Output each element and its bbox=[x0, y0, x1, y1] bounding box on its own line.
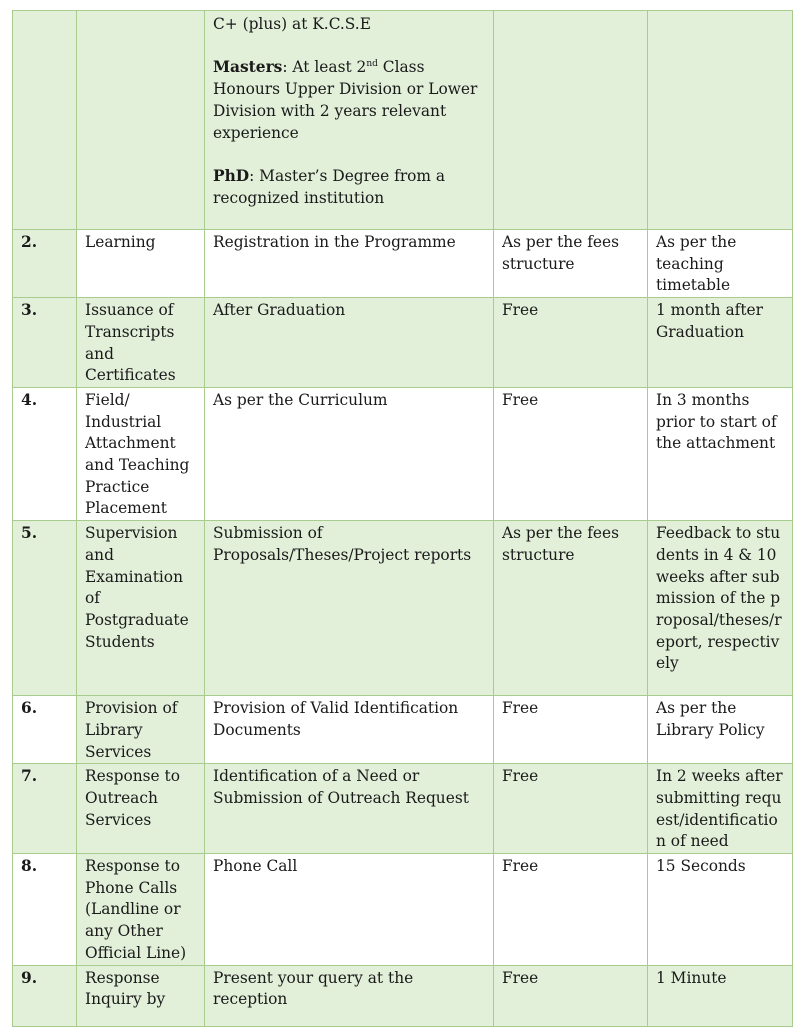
cell-service: Response Inquiry by bbox=[77, 965, 205, 1026]
phd-requirement: PhD: Master’s Degree from a recognized institution bbox=[213, 166, 446, 207]
cell-service: Issuance of Transcripts and Certificates bbox=[77, 298, 205, 388]
cell-requirement: Submission of Proposals/Theses/Project reports bbox=[205, 521, 494, 696]
cell-timeline: Feedback to students in 4 & 10 weeks after submission of the proposal/theses/report, respectively bbox=[648, 521, 793, 696]
cell-timeline: In 2 weeks after submitting request/identification of need bbox=[648, 764, 793, 854]
table-row bbox=[13, 387, 793, 520]
table-row bbox=[13, 764, 793, 854]
table-row bbox=[13, 230, 793, 298]
table-row bbox=[13, 854, 793, 966]
table-row bbox=[13, 298, 793, 388]
cell-service: Response to Outreach Services bbox=[77, 764, 205, 854]
phd-label: PhD bbox=[213, 166, 250, 185]
cell-no: 9. bbox=[13, 965, 77, 1026]
masters-label: Masters bbox=[213, 58, 283, 77]
cell-service: Supervision and Examination of Postgraduate Students bbox=[77, 521, 205, 696]
cell-service: Field/ Industrial Attachment and Teaching Practice Placement bbox=[77, 387, 205, 520]
entry-requirement-line: C+ (plus) at K.C.S.E bbox=[213, 15, 371, 33]
cell-no: 8. bbox=[13, 854, 77, 966]
cell-cost bbox=[494, 11, 648, 230]
cell-no: 5. bbox=[13, 521, 77, 696]
cell-service: Response to Phone Calls (Landline or any Other Official Line) bbox=[77, 854, 205, 966]
cell-cost: Free bbox=[494, 298, 648, 388]
cell-timeline: As per the teaching timetable bbox=[648, 230, 793, 298]
cell-timeline: As per the Library Policy bbox=[648, 696, 793, 764]
cell-timeline: 1 Minute bbox=[648, 965, 793, 1026]
table-row bbox=[13, 965, 793, 1026]
cell-cost: Free bbox=[494, 764, 648, 854]
service-charter-table bbox=[12, 10, 793, 1027]
cell-service: Provision of Library Services bbox=[77, 696, 205, 764]
cell-cost: Free bbox=[494, 387, 648, 520]
table-row bbox=[13, 696, 793, 764]
cell-no: 2. bbox=[13, 230, 77, 298]
cell-no: 7. bbox=[13, 764, 77, 854]
cell-requirement bbox=[205, 11, 494, 230]
masters-requirement: Masters: At least 2nd Class Honours Upper Division or Lower Division with 2 years relevant experience bbox=[213, 58, 478, 142]
cell-service bbox=[77, 11, 205, 230]
cell-cost: Free bbox=[494, 696, 648, 764]
cell-requirement: As per the Curriculum bbox=[205, 387, 494, 520]
table-row-continuation bbox=[13, 11, 793, 230]
cell-requirement: Provision of Valid Identification Documents bbox=[205, 696, 494, 764]
cell-requirement: Phone Call bbox=[205, 854, 494, 966]
cell-cost: As per the fees structure bbox=[494, 521, 648, 696]
cell-cost: Free bbox=[494, 965, 648, 1026]
cell-requirement: After Graduation bbox=[205, 298, 494, 388]
table-row bbox=[13, 521, 793, 696]
cell-requirement: Identification of a Need or Submission of Outreach Request bbox=[205, 764, 494, 854]
cell-requirement: Registration in the Programme bbox=[205, 230, 494, 298]
cell-no: 3. bbox=[13, 298, 77, 388]
cell-service: Learning bbox=[77, 230, 205, 298]
cell-requirement: Present your query at the reception bbox=[205, 965, 494, 1026]
cell-cost: As per the fees structure bbox=[494, 230, 648, 298]
cell-no: 6. bbox=[13, 696, 77, 764]
cell-timeline: 15 Seconds bbox=[648, 854, 793, 966]
cell-timeline: 1 month after Graduation bbox=[648, 298, 793, 388]
cell-timeline: In 3 months prior to start of the attachment bbox=[648, 387, 793, 520]
cell-no bbox=[13, 11, 77, 230]
cell-no: 4. bbox=[13, 387, 77, 520]
cell-cost: Free bbox=[494, 854, 648, 966]
cell-timeline bbox=[648, 11, 793, 230]
